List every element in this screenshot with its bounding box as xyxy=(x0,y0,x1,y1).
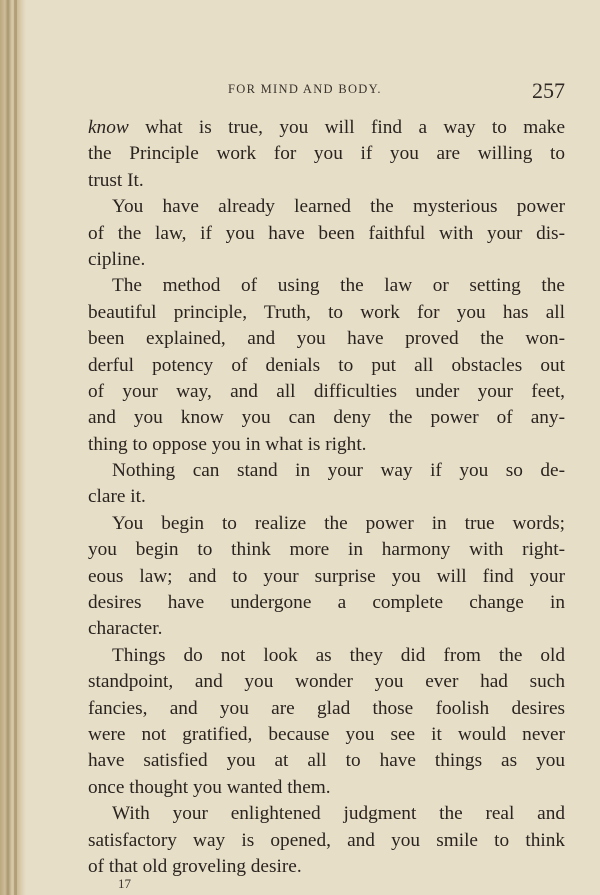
text-line xyxy=(88,221,565,247)
text-line xyxy=(88,168,565,194)
text-fragment: character. xyxy=(88,618,163,640)
page-header xyxy=(0,78,600,102)
body-text xyxy=(88,115,565,880)
text-fragment: The method of using the law or setting the xyxy=(112,275,565,297)
text-line xyxy=(88,669,565,695)
text-line xyxy=(88,722,565,748)
text-line xyxy=(88,458,565,484)
text-fragment: standpoint, and you wonder you ever had such xyxy=(88,671,565,693)
text-fragment: and you know you can deny the power of any- xyxy=(88,407,565,429)
italic-word: know xyxy=(88,117,129,138)
text-fragment: beautiful principle, Truth, to work for you has all xyxy=(88,301,565,323)
text-fragment: once thought you wanted them. xyxy=(88,776,331,798)
text-line xyxy=(88,379,565,405)
text-fragment: Things do not look as they did from the old xyxy=(112,644,565,666)
text-line xyxy=(88,353,565,379)
text-fragment: clare it. xyxy=(88,486,146,508)
text-fragment: of your way, and all difficulties under your feet, xyxy=(88,380,565,402)
text-fragment: you begin to think more in harmony with right- xyxy=(88,539,565,561)
text-fragment: satisfactory way is opened, and you smile to think xyxy=(88,829,565,851)
text-fragment: With your enlightened judgment the real and xyxy=(112,803,565,825)
text-line xyxy=(88,432,565,458)
signature-mark: 17 xyxy=(118,876,131,891)
text-fragment: You have already learned the mysterious power xyxy=(112,196,565,218)
page-edge xyxy=(14,0,17,895)
text-fragment: fancies, and you are glad those foolish desires xyxy=(88,697,565,719)
text-fragment: thing to oppose you in what is right. xyxy=(88,433,367,455)
text-line xyxy=(88,115,565,141)
text-fragment: You begin to realize the power in true words; xyxy=(112,512,565,534)
text-fragment: been explained, and you have proved the won- xyxy=(88,328,565,350)
text-line xyxy=(88,141,565,167)
text-fragment: of that old groveling desire. xyxy=(88,855,302,877)
text-fragment: the Principle work for you if you are willing to xyxy=(88,143,565,165)
text-fragment: eous law; and to your surprise you will find your xyxy=(88,565,565,587)
text-fragment: Nothing can stand in your way if you so de- xyxy=(112,460,565,482)
text-line xyxy=(88,326,565,352)
text-line xyxy=(88,801,565,827)
text-fragment: what is true, you will find a way to make xyxy=(128,117,565,138)
text-fragment: were not gratified, because you see it would never xyxy=(88,723,565,745)
text-fragment: trust It. xyxy=(88,169,144,191)
text-line xyxy=(88,828,565,854)
text-line xyxy=(88,854,565,880)
text-line xyxy=(88,247,565,273)
book-gutter xyxy=(0,0,26,895)
text-fragment: of the law, if you have been faithful with your dis- xyxy=(88,222,565,244)
text-line xyxy=(88,748,565,774)
text-line xyxy=(88,405,565,431)
text-line xyxy=(88,590,565,616)
text-line xyxy=(88,564,565,590)
text-line xyxy=(88,775,565,801)
text-line xyxy=(88,537,565,563)
page-number: 257 xyxy=(532,78,565,103)
text-line xyxy=(88,616,565,642)
text-line xyxy=(88,273,565,299)
running-title: FOR MIND AND BODY. xyxy=(228,82,382,96)
text-fragment: derful potency of denials to put all obstacles out xyxy=(88,354,565,376)
text-line xyxy=(88,194,565,220)
text-line xyxy=(88,484,565,510)
text-line xyxy=(88,511,565,537)
text-line xyxy=(88,300,565,326)
text-line xyxy=(88,696,565,722)
text-fragment: cipline. xyxy=(88,248,146,270)
text-fragment: desires have undergone a complete change in xyxy=(88,592,565,614)
text-line xyxy=(88,643,565,669)
text-fragment: have satisfied you at all to have things as you xyxy=(88,750,565,772)
